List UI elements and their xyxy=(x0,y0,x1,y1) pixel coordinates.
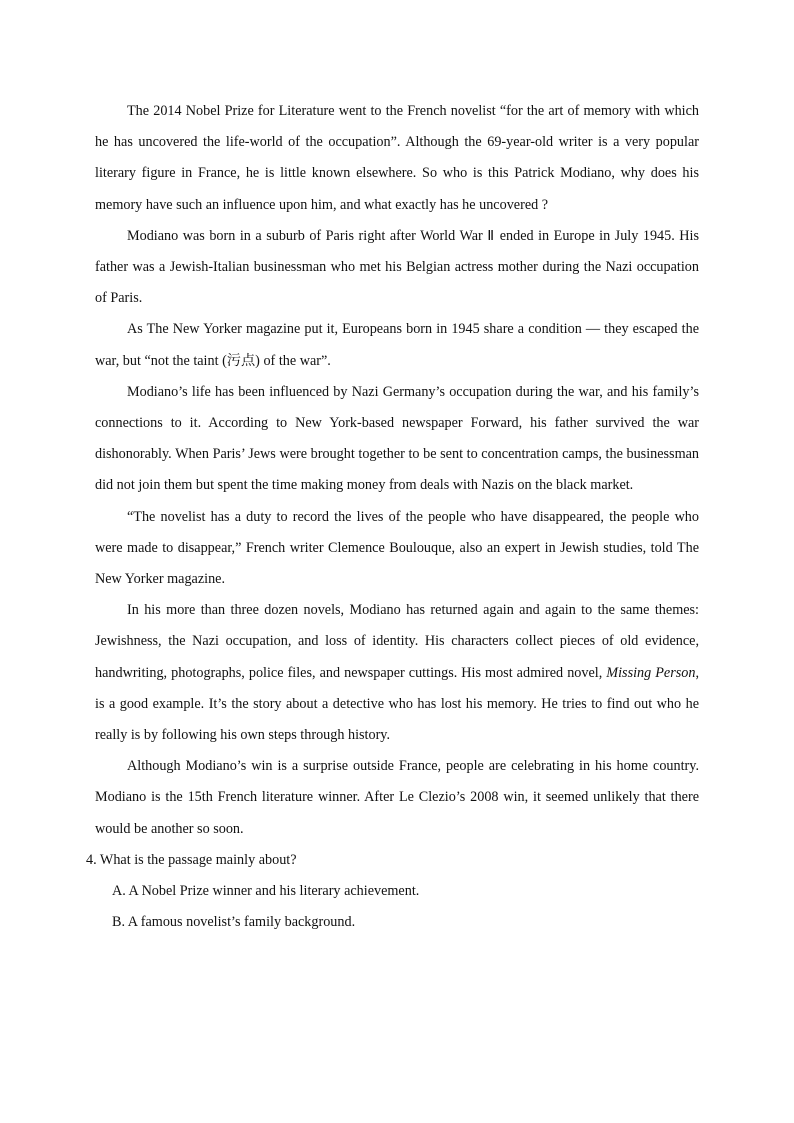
paragraph-3: As The New Yorker magazine put it, Europeans born in 1945 share a condition — they escaped the war, but “not the taint (污点) of the war”. xyxy=(95,321,699,369)
paragraph-5: “The novelist has a duty to record the lives of the people who have disappeared, the people who were made to disappear,” French writer Clemence Boulouque, also an expert in Jewish studies, told The New Yorker magazine. xyxy=(95,508,699,588)
option-b: B. A famous novelist’s family background. xyxy=(112,914,356,931)
paragraph-2: Modiano was born in a suburb of Paris right after World War Ⅱ ended in Europe in July 1945. His father was a Jewish-Italian businessman who met his Belgian actress mother during the Nazi occupation of Paris. xyxy=(95,227,699,307)
paragraph-6-text-b: , is a good example. It’s the story about a detective who has lost his memory. He tries to find out who he really is by following his own steps through history. xyxy=(95,664,700,744)
option-a: A. A Nobel Prize winner and his literary achievement. xyxy=(112,883,420,900)
book-title: Missing Person xyxy=(606,664,696,681)
paragraph-1: The 2014 Nobel Prize for Literature went to the French novelist “for the art of memory with which he has uncovered the life-world of the occupation”. Although the 69-year-old writer is a very popular literary figure in France, he is little known elsewhere. So who is this Patrick Modiano, why does his memory have such an influence upon him, and what exactly has he uncovered ? xyxy=(95,103,699,213)
paragraph-6 xyxy=(95,595,699,751)
paragraph-7: Although Modiano’s win is a surprise outside France, people are celebrating in his home country. Modiano is the 15th French literature winner. After Le Clezio’s 2008 win, it seemed unlikely that there would be another so soon. xyxy=(95,758,699,837)
paragraph-6-text-a: In his more than three dozen novels, Modiano has returned again and again to the same themes: Jewishness, the Nazi occupation, and loss of identity. His characters collect pieces of old evidence, handwriting, photographs, police files, and newspaper cuttings. His most admired novel, xyxy=(95,602,699,681)
document-page xyxy=(86,96,700,938)
paragraph-4: Modiano’s life has been influenced by Nazi Germany’s occupation during the war, and his family’s connections to it. According to New York-based newspaper Forward, his father survived the war dishonorably. When Paris’ Jews were brought together to be sent to concentration camps, the businessman did not join them but spent the time making money from deals with Nazis on the black market. xyxy=(95,383,699,494)
question-4: 4. What is the passage mainly about? xyxy=(86,851,297,868)
